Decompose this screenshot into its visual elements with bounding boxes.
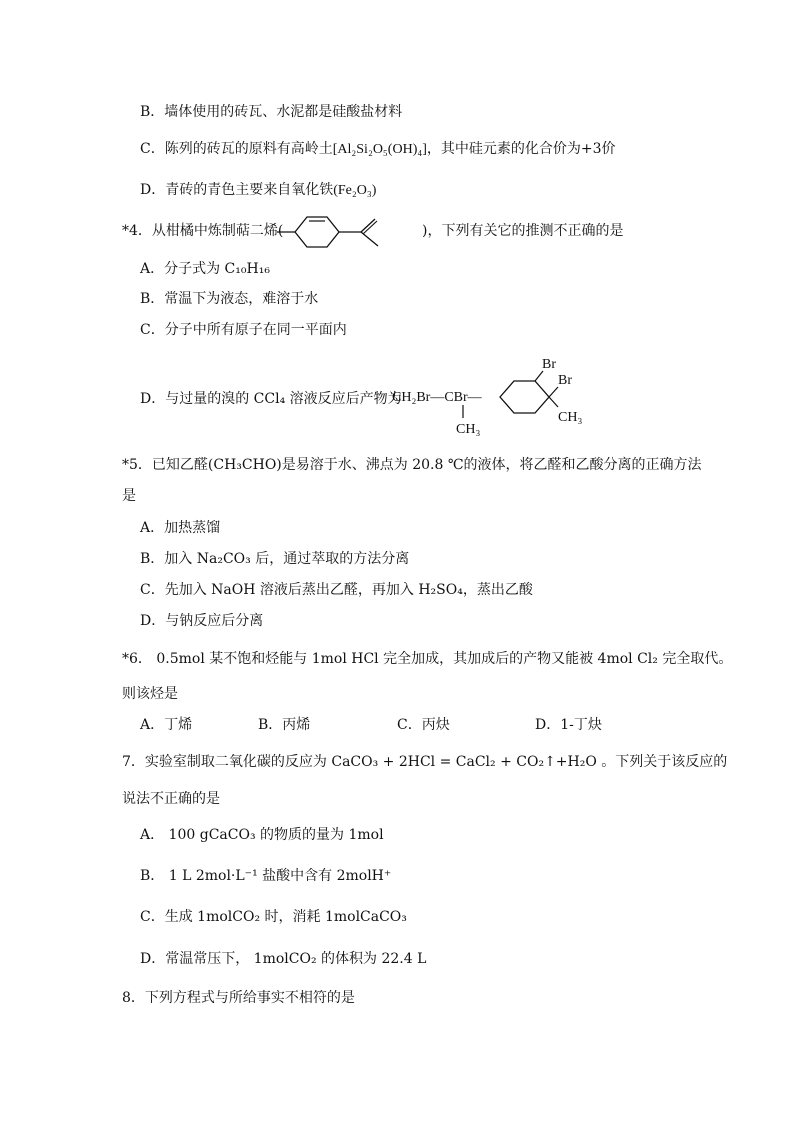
q6-option-b: B．丙烯 — [258, 717, 311, 733]
q6-option-c: C．丙炔 — [397, 717, 450, 733]
q3-option-d-text: D．青砖的青色主要来自氧化铁 — [140, 182, 334, 198]
structure-ch2br-cbr-label: CH₂Br—CBr— — [392, 390, 482, 405]
limonene-structure — [275, 210, 395, 250]
q6-stem-line1: *6． 0.5mol 某不饱和烃能与 1mol HCl 完全加成，其加成后的产物又能被 4mol Cl₂ 完全取代。 — [122, 651, 733, 667]
q4-option-d: D．与过量的溴的 CCl₄ 溶液反应后产物为 — [140, 391, 402, 407]
q7-option-d: D．常温常压下， 1molCO₂ 的体积为 22.4 L — [140, 951, 427, 967]
q6-option-a: A．丁烯 — [140, 717, 193, 733]
q7-option-b: B． 1 L 2mol·L⁻¹ 盐酸中含有 2molH⁺ — [140, 868, 392, 884]
structure-ch3-ring-label: CH₃ — [558, 410, 583, 425]
q3-option-c — [140, 140, 616, 159]
q4-option-c: C．分子中所有原子在同一平面内 — [140, 322, 347, 338]
q3-option-b: B．墙体使用的砖瓦、水泥都是硅酸盐材料 — [140, 104, 403, 120]
q6-stem-line2: 则该烃是 — [122, 686, 178, 702]
q4-option-b: B．常温下为液态，难溶于水 — [140, 291, 319, 307]
q7-option-c: C．生成 1molCO₂ 时，消耗 1molCaCO₃ — [140, 909, 407, 925]
q3-fe2o3-formula: (Fe₂O₃) — [333, 183, 377, 198]
q8-stem: 8．下列方程式与所给事实不相符的是 — [122, 990, 355, 1006]
structure-br-right-label: Br — [558, 373, 572, 388]
q5-option-c: C．先加入 NaOH 溶液后蒸出乙醛，再加入 H₂SO₄，蒸出乙酸 — [140, 582, 533, 598]
q3-option-c-tail: ，其中硅元素的化合价为+3价 — [426, 141, 616, 157]
q4-stem-end: )，下列有关它的推测不正确的是 — [422, 223, 624, 239]
structure-ch3-bottom-label: CH₃ — [456, 422, 481, 437]
q4-stem-start: *4．从柑橘中炼制萜二烯( — [122, 223, 284, 239]
q5-option-a: A．加热蒸馏 — [140, 520, 221, 536]
q5-stem-line1: *5．已知乙醛(CH₃CHO)是易溶于水、沸点为 20.8 ℃的液体，将乙醛和乙酸分离的正确方法 — [122, 457, 702, 473]
q7-stem-line1: 7．实验室制取二氧化碳的反应为 CaCO₃ + 2HCl = CaCl₂ + CO₂↑+H₂O 。下列关于该反应的 — [122, 754, 728, 770]
q3-option-c-text: C．陈列的砖瓦的原料有高岭土 — [140, 141, 333, 157]
bromination-product-structure — [392, 355, 602, 440]
q5-option-b: B．加入 Na₂CO₃ 后，通过萃取的方法分离 — [140, 551, 410, 567]
q4-option-a: A．分子式为 C₁₀H₁₆ — [140, 261, 270, 277]
q7-stem-line2: 说法不正确的是 — [122, 791, 220, 807]
q3-kaolin-formula: [Al₂Si₂O₅(OH)₄] — [332, 142, 427, 157]
q5-option-d: D．与钠反应后分离 — [140, 613, 264, 629]
q7-option-a: A． 100 gCaCO₃ 的物质的量为 1mol — [140, 827, 384, 843]
q6-option-d: D．1-丁炔 — [535, 717, 602, 733]
q5-stem-line2: 是 — [122, 488, 136, 504]
q3-option-d — [140, 181, 376, 200]
structure-br-top-label: Br — [542, 357, 556, 372]
